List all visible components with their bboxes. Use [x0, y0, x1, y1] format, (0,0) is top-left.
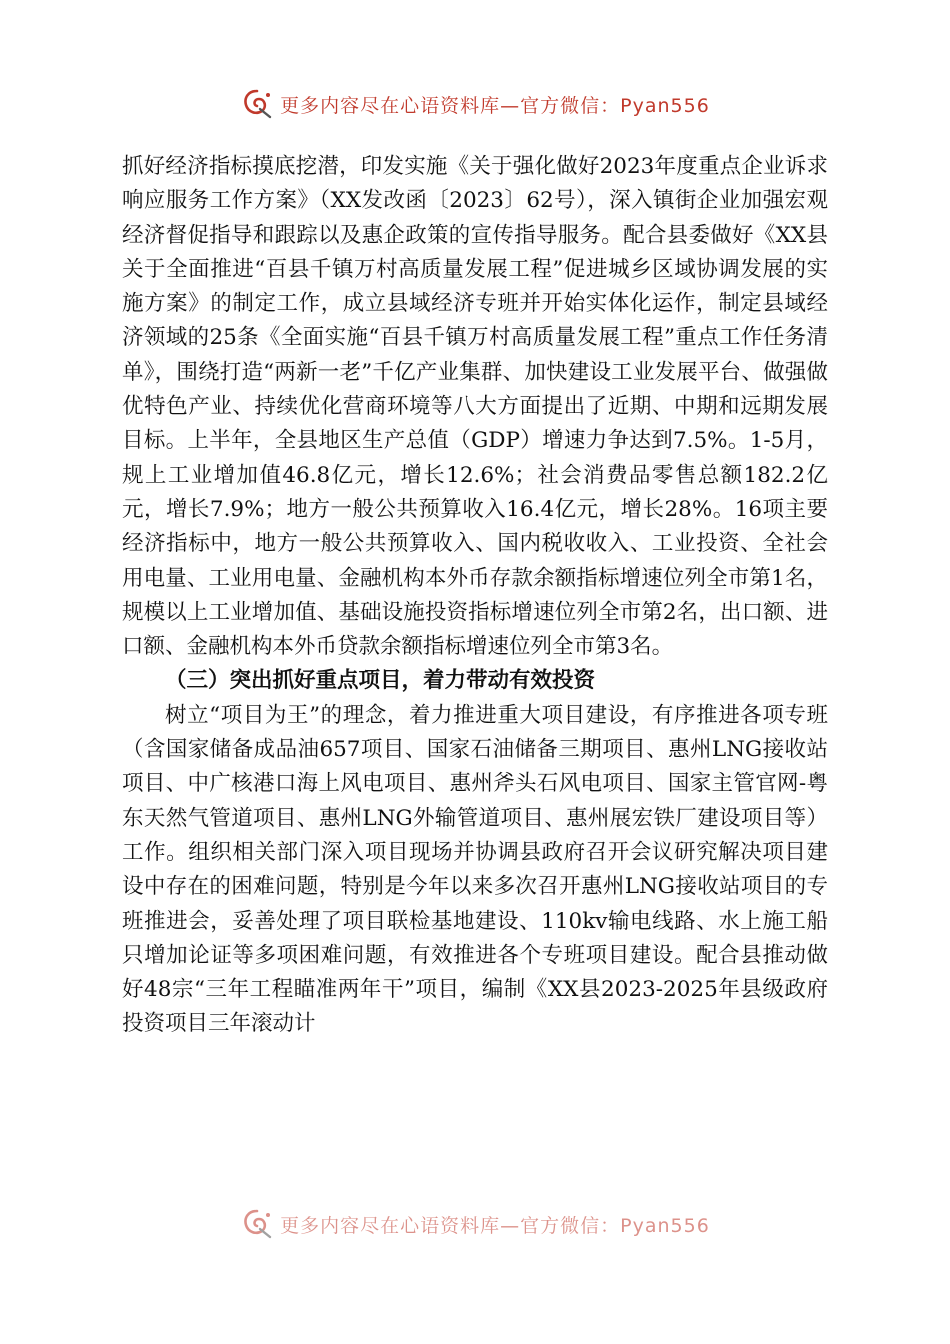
document-body — [122, 150, 828, 1042]
paragraph-continued: 抓好经济指标摸底挖潜，印发实施《关于强化做好2023年度重点企业诉求响应服务工作方案》（XX发改函〔2023〕62号），深入镇街企业加强宏观经济督促指导和跟踪以及惠企政策的宣传指导服务。配合县委做好《XX县关于全面推进“百县千镇万村高质量发展工程”促进城乡区域协调发展的实施方案》的制定工作，成立县域经济专班并开始实体化运作，制定县域经济领域的25条《全面实施“百县千镇万村高质量发展工程”重点工作任务清单》，围绕打造“两新一老”千亿产业集群、加快建设工业发展平台、做强做优特色产业、持续优化营商环境等八大方面提出了近期、中期和远期发展目标。上半年，全县地区生产总值（GDP）增速力争达到7.5%。1-5月，规上工业增加值46.8亿元，增长12.6%；社会消费品零售总额182.2亿元，增长7.9%；地方一般公共预算收入16.4亿元，增长28%。16项主要经济指标中，地方一般公共预算收入、国内税收收入、工业投资、全社会用电量、工业用电量、金融机构本外币存款余额指标增速位列全市第1名，规模以上工业增加值、基础设施投资指标增速位列全市第2名，出口额、进口额、金融机构本外币贷款余额指标增速位列全市第3名。 — [122, 154, 828, 660]
watermark-header — [0, 84, 950, 124]
swirl-logo-icon — [240, 1207, 274, 1241]
watermark-text: 更多内容尽在心语资料库—官方微信：Pyan556 — [280, 1214, 710, 1237]
section-heading: （三）突出抓好重点项目，着力带动有效投资 — [165, 668, 596, 694]
paragraph: 树立“项目为王”的理念，着力推进重大项目建设，有序推进各项专班（含国家储备成品油657项目、国家石油储备三期项目、惠州LNG接收站项目、中广核港口海上风电项目、惠州斧头石风电项目、国家主管官网-粤东天然气管道项目、惠州LNG外输管道项目、惠州展宏铁厂建设项目等）工作。组织相关部门深入项目现场并协调县政府召开会议研究解决项目建设中存在的困难问题，特别是今年以来多次召开惠州LNG接收站项目的专班推进会，妥善处理了项目联检基地建设、110kv输电线路、水上施工船只增加论证等多项困难问题，有效推进各个专班项目建设。配合县推动做好48宗“三年工程瞄准两年干”项目，编制《XX县2023-2025年县级政府投资项目三年滚动计 — [122, 702, 828, 1037]
swirl-logo-icon — [240, 87, 274, 121]
watermark-footer — [0, 1204, 950, 1244]
watermark-text: 更多内容尽在心语资料库—官方微信：Pyan556 — [280, 94, 710, 117]
